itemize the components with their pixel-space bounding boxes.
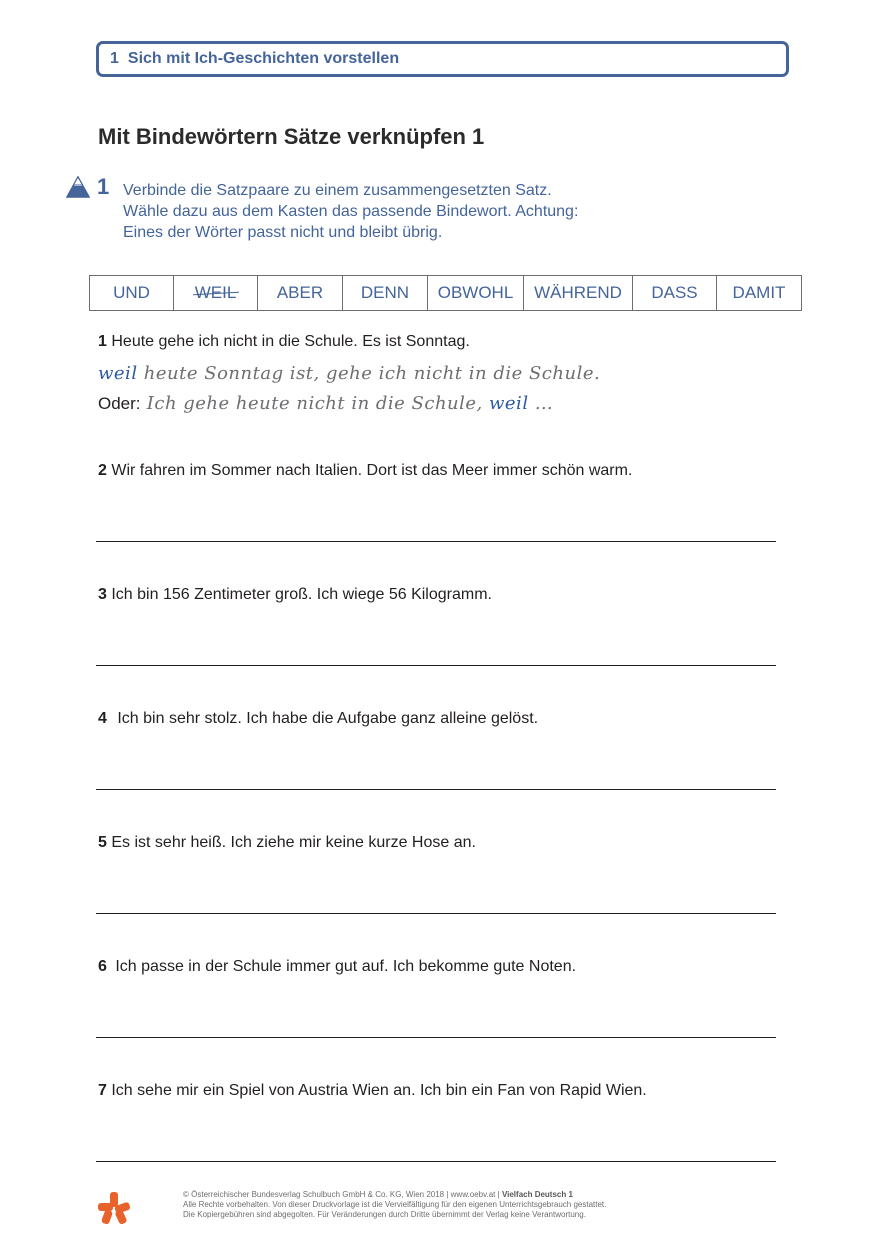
exercise-text: Es ist sehr heiß. Ich ziehe mir keine kurze Hose an. bbox=[111, 834, 476, 851]
example-answer-1 bbox=[98, 363, 600, 384]
instruction-line: Wähle dazu aus dem Kasten das passende Bindewort. Achtung: bbox=[123, 203, 579, 220]
answer-line[interactable] bbox=[96, 1037, 776, 1038]
instruction-line: Eines der Wörter passt nicht und bleibt übrig. bbox=[123, 224, 443, 241]
conjunction-handwritten: weil bbox=[98, 363, 138, 384]
struck-word: WEIL bbox=[194, 283, 237, 302]
answer-line[interactable] bbox=[96, 913, 776, 914]
conjunction-handwritten: weil bbox=[489, 393, 529, 414]
triangle-level-icon bbox=[66, 176, 90, 198]
answer-line[interactable] bbox=[96, 665, 776, 666]
copyright-footer bbox=[183, 1190, 606, 1220]
footer-line: Alle Rechte vorbehalten. Von dieser Druckvorlage ist die Vervielfältigung für den eigenen Unterrichtsgebrauch gestattet. bbox=[183, 1200, 607, 1209]
exercise-text: Ich sehe mir ein Spiel von Austria Wien an. Ich bin ein Fan von Rapid Wien. bbox=[111, 1082, 647, 1099]
chapter-title: Sich mit Ich-Geschichten vorstellen bbox=[127, 50, 400, 67]
task-number: 1 bbox=[97, 174, 110, 199]
example-sentence bbox=[98, 333, 470, 351]
footer-line: Die Kopiergebühren sind abgegolten. Für Veränderungen durch Dritte übernimmt der Verlag keine Verantwortung. bbox=[183, 1210, 586, 1219]
word-cell-aber: ABER bbox=[258, 276, 343, 311]
word-cell-denn: DENN bbox=[343, 276, 428, 311]
answer-line[interactable] bbox=[96, 1161, 776, 1162]
word-cell-damit: DAMIT bbox=[717, 276, 802, 311]
footer-line bbox=[183, 1190, 606, 1200]
exercise-number: 4 bbox=[98, 710, 107, 727]
word-cell-obwohl: OBWOHL bbox=[428, 276, 524, 311]
exercise-item bbox=[98, 462, 632, 480]
page-title: Mit Bindewörtern Sätze verknüpfen 1 bbox=[98, 124, 485, 149]
footer-text: © Österreichischer Bundesverlag Schulbuch GmbH & Co. KG, Wien 2018 | www.oebv.at | bbox=[183, 1190, 502, 1199]
chapter-header bbox=[96, 41, 789, 77]
exercise-text: Heute gehe ich nicht in die Schule. Es ist Sonntag. bbox=[111, 333, 470, 350]
exercise-text: Wir fahren im Sommer nach Italien. Dort ist das Meer immer schön warm. bbox=[111, 462, 633, 479]
exercise-item bbox=[98, 834, 476, 852]
word-cell-dass: DASS bbox=[633, 276, 717, 311]
answer-text: heute Sonntag ist, gehe ich nicht in die Schule. bbox=[137, 363, 601, 384]
exercise-number: 1 bbox=[98, 333, 107, 350]
answer-text: Ich gehe heute nicht in die Schule, bbox=[140, 393, 489, 414]
book-title: Vielfach Deutsch 1 bbox=[501, 1190, 573, 1199]
instruction-line: Verbinde die Satzpaare zu einem zusammengesetzten Satz. bbox=[123, 182, 552, 199]
exercise-item bbox=[98, 958, 576, 976]
exercise-number: 2 bbox=[98, 462, 107, 479]
word-cell-waehrend: WÄHREND bbox=[524, 276, 633, 311]
answer-line[interactable] bbox=[96, 541, 776, 542]
answer-line[interactable] bbox=[96, 789, 776, 790]
exercise-number: 7 bbox=[98, 1082, 107, 1099]
answer-ellipsis: … bbox=[528, 393, 554, 414]
exercise-text: Ich passe in der Schule immer gut auf. Ich bekomme gute Noten. bbox=[115, 958, 577, 975]
exercise-text: Ich bin sehr stolz. Ich habe die Aufgabe ganz alleine gelöst. bbox=[117, 710, 539, 727]
exercise-text: Ich bin 156 Zentimeter groß. Ich wiege 56 Kilogramm. bbox=[111, 586, 492, 603]
exercise-number: 3 bbox=[98, 586, 107, 603]
task-instructions bbox=[123, 180, 578, 243]
oder-label: Oder: bbox=[98, 394, 141, 413]
exercise-item bbox=[98, 586, 492, 604]
exercise-item bbox=[98, 1082, 647, 1100]
exercise-number: 5 bbox=[98, 834, 107, 851]
chapter-number: 1 bbox=[110, 50, 119, 67]
example-answer-2 bbox=[98, 393, 553, 414]
exercise-number: 6 bbox=[98, 958, 107, 975]
word-cell-weil bbox=[174, 276, 258, 311]
exercise-item bbox=[98, 710, 538, 728]
word-cell-und: UND bbox=[90, 276, 174, 311]
conjunction-word-box bbox=[89, 275, 802, 311]
publisher-logo bbox=[96, 1190, 132, 1226]
